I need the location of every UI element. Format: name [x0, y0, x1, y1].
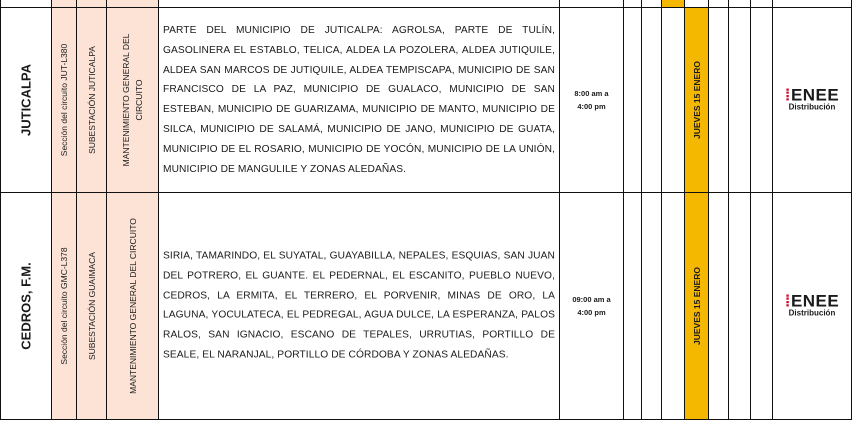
work-label: MANTENIMIENTO GENERAL DEL CIRCUITO [127, 218, 138, 394]
description-cell [158, 192, 560, 420]
time-range [560, 293, 623, 319]
circuit-label: Sección del circuito GMC-L378 [59, 247, 69, 365]
time-end: 4:00 pm [577, 308, 606, 317]
zone-cell [0, 7, 52, 193]
logo-cell [772, 192, 852, 420]
logo-cell [772, 7, 852, 193]
zone-label: CEDROS, F.M. [18, 262, 34, 350]
time-end: 4:00 pm [577, 102, 606, 111]
work-cell [106, 192, 159, 420]
time-cell [559, 192, 624, 420]
empty-day-cell [661, 192, 685, 420]
date-label: JUEVES 15 ENERO [691, 267, 702, 345]
empty-day-cell [708, 7, 729, 193]
logo-main-text: ENEE [790, 85, 840, 105]
empty-day-cell [750, 7, 773, 193]
substation-cell [76, 192, 107, 420]
logo-mark-icon: ⁞ [784, 85, 791, 105]
date-cell [684, 7, 709, 193]
work-cell [106, 7, 159, 193]
empty-day-cell [641, 7, 662, 193]
date-cell [684, 192, 709, 420]
logo-mark-icon: ⁞ [784, 291, 791, 311]
empty-day-cell [623, 192, 642, 420]
enee-logo [773, 85, 851, 113]
empty-day-cell [728, 7, 751, 193]
empty-day-cell [728, 192, 751, 420]
circuit-cell [51, 192, 77, 420]
empty-day-cell [661, 7, 685, 193]
date-label: JUEVES 15 ENERO [691, 61, 702, 139]
circuit-label: Sección del circuito JUT-L380 [59, 43, 69, 157]
work-label: MANTENIMIENTO GENERAL DEL CIRCUITO [120, 33, 144, 167]
enee-logo [773, 291, 851, 319]
substation-label: SUBESTACIÓN JUTICALPA [86, 46, 97, 154]
logo-sub-text: Distribución [788, 308, 836, 318]
circuit-cell [51, 7, 77, 193]
substation-label: SUBESTACIÓN GUAIMACA [86, 252, 97, 360]
zone-label: JUTICALPA [18, 64, 34, 136]
logo-main-text: ENEE [790, 291, 840, 311]
logo-sub-text: Distribución [788, 102, 836, 112]
affected-areas-text: SIRIA, TAMARINDO, EL SUYATAL, GUAYABILLA, NEPALES, ESQUIAS, SAN JUAN DEL POTRERO, EL GUANTE. EL PEDERNAL, EL ESCANITO, PUEBLO NUEVO, CEDROS, LA ERMITA, EL TERRERO, EL PORVENIR, MINAS DE ORO, LA LAGUNA, YOCULATECA, EL PEDREGAL, AGUA DULCE, LA ESPERANZA, PALOS RALOS, SAN IGNACIO, ESCANO DE TEPALES, URRUTIAS, PORTILLO DE SEALE, EL NARANJAL, PORTILLO DE CÓRDOBA Y ZONAS ALEDAÑAS. [163, 250, 555, 361]
zone-cell [0, 192, 52, 420]
empty-day-cell [708, 192, 729, 420]
description-cell [158, 7, 560, 193]
time-start: 8:00 am a [574, 89, 609, 98]
time-start: 09:00 am a [572, 295, 611, 304]
substation-cell [76, 7, 107, 193]
time-cell [559, 7, 624, 193]
empty-day-cell [750, 192, 773, 420]
empty-day-cell [623, 7, 642, 193]
time-range [560, 87, 623, 113]
affected-areas-text: PARTE DEL MUNICIPIO DE JUTICALPA: AGROLSA, PARTE DE TULÍN, GASOLINERA EL ESTABLO, TELICA, ALDEA LA POZOLERA, ALDEA JUTIQUILE, ALDEA SAN MARCOS DE JUTIQUILE, ALDEA TEMPISCAPA, MUNICIPIO DE SAN FRANCISCO DE LA PAZ, MUNICIPIO DE GUALACO, MUNICIPIO DE SAN ESTEBAN, MUNICIPIO DE GUARIZAMA, MUNICIPIO DE MANTO, MUNICIPIO DE SILCA, MUNICIPIO DE SALAMÁ, MUNICIPIO DE JANO, MUNICIPIO DE GUATA, MUNICIPIO DE EL ROSARIO, MUNICIPIO DE YOCÓN, MUNICIPIO DE LA UNIÓN, MUNICIPIO DE MANGULILE Y ZONAS ALEDAÑAS. [163, 24, 555, 175]
empty-day-cell [641, 192, 662, 420]
